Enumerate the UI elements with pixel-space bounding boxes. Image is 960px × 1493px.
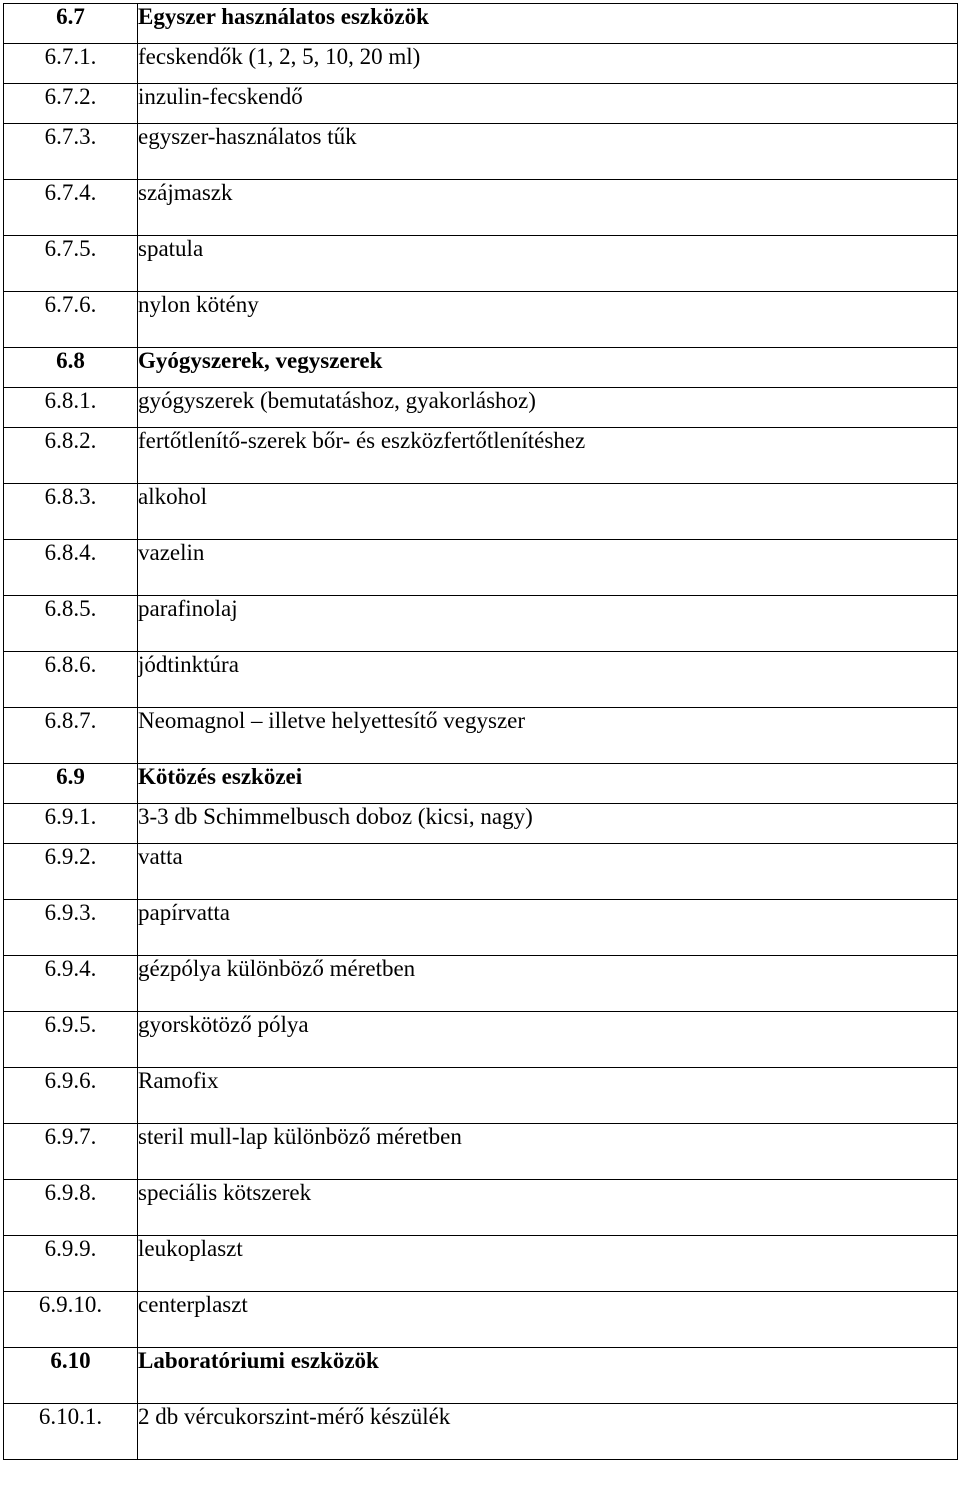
item-text: speciális kötszerek (138, 1180, 958, 1236)
item-number: 6.8.1. (4, 388, 138, 428)
table-row (4, 900, 958, 956)
section-header-row (4, 348, 958, 388)
table-row (4, 708, 958, 764)
item-text: egyszer-használatos tűk (138, 124, 958, 180)
table-row (4, 1068, 958, 1124)
table-row (4, 236, 958, 292)
item-number: 6.9.1. (4, 804, 138, 844)
section-title: Kötözés eszközei (138, 764, 958, 804)
section-number: 6.8 (4, 348, 138, 388)
item-number: 6.8.5. (4, 596, 138, 652)
table-row (4, 124, 958, 180)
table-row (4, 596, 958, 652)
table-row (4, 1236, 958, 1292)
table-row (4, 844, 958, 900)
table-row (4, 1124, 958, 1180)
item-text: nylon kötény (138, 292, 958, 348)
item-text: leukoplaszt (138, 1236, 958, 1292)
item-number: 6.7.1. (4, 44, 138, 84)
table-row (4, 484, 958, 540)
item-text: 3-3 db Schimmelbusch doboz (kicsi, nagy) (138, 804, 958, 844)
item-text: szájmaszk (138, 180, 958, 236)
item-text: papírvatta (138, 900, 958, 956)
item-text: fertőtlenítő-szerek bőr- és eszközfertőtlenítéshez (138, 428, 958, 484)
item-number: 6.9.8. (4, 1180, 138, 1236)
table-row (4, 388, 958, 428)
section-title: Egyszer használatos eszközök (138, 4, 958, 44)
item-number: 6.7.4. (4, 180, 138, 236)
section-header-row (4, 764, 958, 804)
item-text: vazelin (138, 540, 958, 596)
item-number: 6.9.2. (4, 844, 138, 900)
item-number: 6.9.9. (4, 1236, 138, 1292)
item-number: 6.8.7. (4, 708, 138, 764)
table-row (4, 292, 958, 348)
table-row (4, 652, 958, 708)
section-number: 6.7 (4, 4, 138, 44)
item-number: 6.7.3. (4, 124, 138, 180)
item-text: inzulin-fecskendő (138, 84, 958, 124)
item-text: gézpólya különböző méretben (138, 956, 958, 1012)
item-text: gyógyszerek (bemutatáshoz, gyakorláshoz) (138, 388, 958, 428)
table-row (4, 1404, 958, 1460)
item-text: 2 db vércukorszint-mérő készülék (138, 1404, 958, 1460)
table-row (4, 956, 958, 1012)
table-row (4, 84, 958, 124)
table-row (4, 180, 958, 236)
item-number: 6.9.4. (4, 956, 138, 1012)
item-number: 6.8.2. (4, 428, 138, 484)
item-text: steril mull-lap különböző méretben (138, 1124, 958, 1180)
section-number: 6.9 (4, 764, 138, 804)
table-row (4, 44, 958, 84)
item-text: Ramofix (138, 1068, 958, 1124)
table-row (4, 1180, 958, 1236)
item-number: 6.8.4. (4, 540, 138, 596)
item-text: parafinolaj (138, 596, 958, 652)
item-number: 6.7.5. (4, 236, 138, 292)
table-row (4, 1292, 958, 1348)
section-header-row (4, 4, 958, 44)
item-text: jódtinktúra (138, 652, 958, 708)
item-number: 6.9.6. (4, 1068, 138, 1124)
equipment-table-body (4, 4, 958, 1460)
item-number: 6.8.6. (4, 652, 138, 708)
section-title: Laboratóriumi eszközök (138, 1348, 958, 1404)
item-text: vatta (138, 844, 958, 900)
item-number: 6.9.10. (4, 1292, 138, 1348)
item-number: 6.7.2. (4, 84, 138, 124)
item-text: gyorskötöző pólya (138, 1012, 958, 1068)
item-text: fecskendők (1, 2, 5, 10, 20 ml) (138, 44, 958, 84)
item-number: 6.8.3. (4, 484, 138, 540)
item-number: 6.10.1. (4, 1404, 138, 1460)
item-text: Neomagnol – illetve helyettesítő vegyszer (138, 708, 958, 764)
table-row (4, 540, 958, 596)
item-number: 6.7.6. (4, 292, 138, 348)
table-row (4, 804, 958, 844)
section-title: Gyógyszerek, vegyszerek (138, 348, 958, 388)
item-number: 6.9.3. (4, 900, 138, 956)
section-number: 6.10 (4, 1348, 138, 1404)
table-row (4, 1012, 958, 1068)
table-row (4, 428, 958, 484)
item-number: 6.9.5. (4, 1012, 138, 1068)
equipment-table (3, 3, 958, 1460)
item-text: spatula (138, 236, 958, 292)
section-header-row (4, 1348, 958, 1404)
item-number: 6.9.7. (4, 1124, 138, 1180)
item-text: alkohol (138, 484, 958, 540)
item-text: centerplaszt (138, 1292, 958, 1348)
